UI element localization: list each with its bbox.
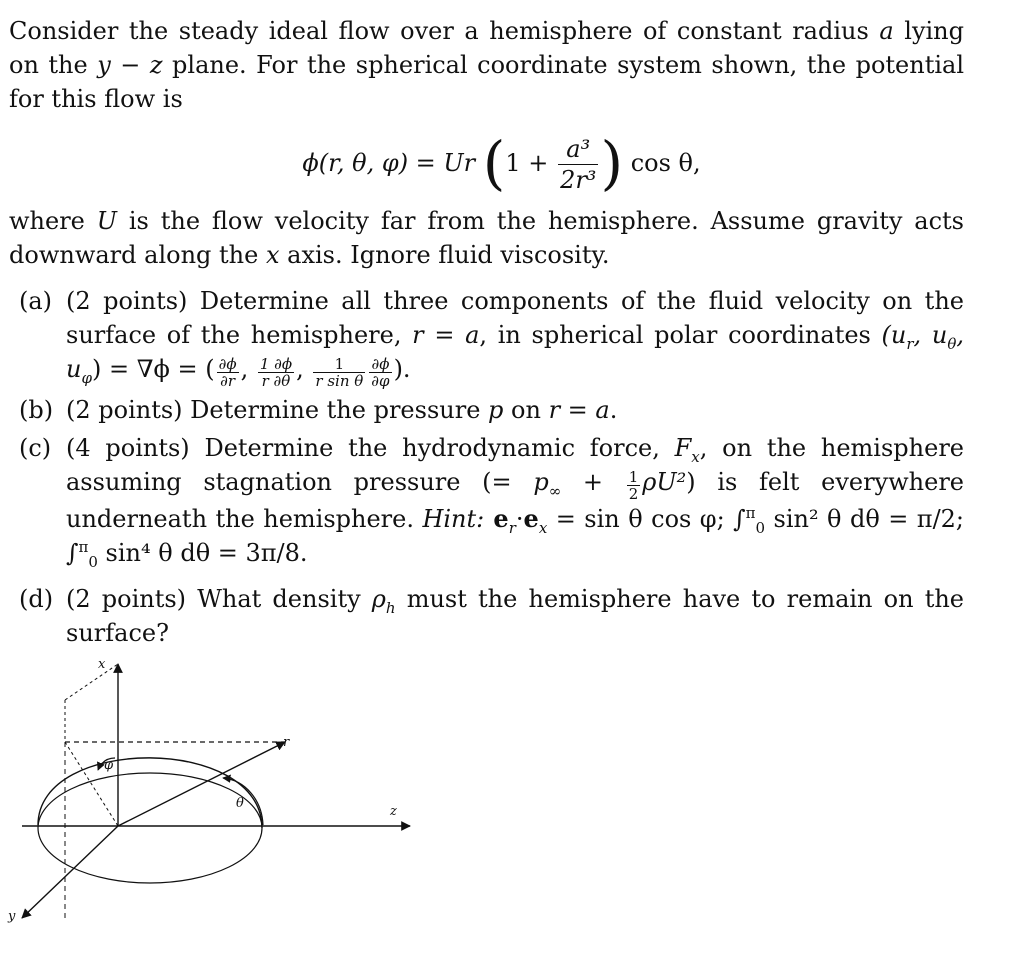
equation-rhs: cos θ, [630,149,701,177]
part-d [9,582,964,650]
equation-numerator: a³ [558,134,598,165]
var-p-inf: p [533,468,549,496]
half-den: 2 [628,485,639,503]
frac-dphi-dphi [369,356,391,389]
integral-2-body: sin⁴ θ dθ = 3π/8. [97,539,308,567]
hint-label: Hint: [422,505,485,533]
part-a-sub-r: r [906,334,914,353]
part-c: (c) (4 points) Determine the hydrodynamic force, $F_x$, on the hemisphere assuming stagnation pressure (= $p_\infty$ + $\frac{1}{2}$ ρU²) is felt everywhere underneath the hemisphere. Hint: $e_r\cdot e_x = \sin \theta$ cos φ; ∫$^\pi_0$ sin² θ dθ = π/2; ∫$^\pi_0$ sin⁴ θ dθ = 3π/8. [9,431,964,570]
frac1-den: ∂r [220,372,236,390]
var-rho: ρ [371,585,386,613]
int1-lower: 0 [755,518,766,537]
frac4-num: ∂ϕ [369,356,391,373]
unit-e: e [484,504,509,533]
var-F: F [674,434,692,462]
frac3-den: r sin θ [315,372,364,390]
var-F-sub: x [691,447,700,466]
x-axis-label: x [98,657,106,672]
y-axis-label: y [8,909,16,924]
frac1-num: ∂ϕ [218,355,237,373]
problem-text [9,14,964,650]
plus-sign: + [561,468,625,496]
part-c-label: (c) [19,434,52,462]
part-a-sub-theta: θ [947,334,957,353]
intro-text-3: plane. For the spherical coordinate system shown, the potential for this flow is [9,51,965,113]
part-a-close: ). [393,355,411,383]
integral-1-body: sin² θ dθ = π/2; [765,505,965,533]
frac-dphi-dr [217,356,239,389]
part-b-text-1: Determine the pressure [190,396,489,424]
equation-one-plus: 1 + [505,149,549,177]
frac-dphi-dtheta [258,356,294,389]
integral-sign-2: ∫ [66,539,79,567]
intro-paragraph [9,14,964,116]
hint-eq-1: = sin θ cos φ; [547,505,734,533]
part-c-text-1: Determine the hydrodynamic force, [204,434,675,462]
context-paragraph [9,204,964,272]
part-c-points: (4 points) [66,434,190,462]
frac-inv-rsin [313,356,365,389]
part-a-text-1: Determine all three components of the fluid velocity on the surface of the hemisphere, [66,287,964,349]
part-d-points: (2 points) [66,585,187,613]
context-text-1: where [9,207,97,235]
r-label: r [283,735,290,750]
part-a-points: (2 points) [66,287,188,315]
part-d-text-2: must the hemisphere have to remain on the surface? [66,585,965,647]
theta-label: θ [236,796,244,811]
part-a-grad: = ∇ϕ = ( [108,355,215,383]
part-a-label: (a) [19,287,53,315]
right-paren: ) [600,129,624,197]
half-num: 1 [628,468,639,486]
dashed-diag-top [65,664,118,700]
base-ellipse [38,773,262,883]
part-b-end: . [609,396,618,424]
part-c-text-2: , on the hemisphere assuming stagnation pressure (= [66,434,964,496]
frac2-den: r ∂θ [261,372,291,390]
frac3-num: 1 [313,356,365,373]
int2-lower: 0 [88,552,98,571]
unit-e-sub-r: r [508,518,516,537]
frac2-num: 1 ∂ϕ [259,355,293,373]
unit-e-sub-x: x [538,518,548,537]
int2-upper: π [78,538,89,556]
var-rho-sub: h [385,598,396,617]
y-axis [22,826,118,918]
part-b [9,393,964,427]
equation-fraction [558,134,598,195]
intro-text-2: lying on the [9,17,964,79]
hemisphere-diagram [0,650,430,940]
equation-lhs: ϕ(r, θ, φ) = Ur [302,149,476,177]
intro-text-1: Consider the steady ideal flow over a hemisphere of constant radius [9,17,880,45]
equation-denominator: 2r³ [560,166,597,194]
rho-U-sq: ρU² [642,468,687,496]
part-d-label: (d) [19,585,54,613]
part-d-text-1: What density [197,585,372,613]
part-a-condition: r = a [412,321,480,349]
var-x: x [265,241,280,269]
part-b-condition: r = a [548,396,610,424]
hemisphere-outline [38,758,262,828]
part-a-sub-phi: φ [81,368,92,387]
part-a-comp-open: (u [881,321,907,349]
left-paren: ( [482,129,506,197]
var-p: p [488,396,504,424]
part-c-text-3: ) is felt everywhere underneath the hemisphere. [66,468,964,533]
int1-upper: π [745,504,756,522]
plane-label: y − z [97,51,163,79]
context-text-2: is the flow velocity far from the hemisphere. Assume gravity acts downward along the [9,207,964,269]
context-text-3: axis. Ignore fluid viscosity. [279,241,610,269]
part-a-text-2: , in spherical polar coordinates [479,321,882,349]
integral-sign-1: ∫ [733,505,746,533]
dashed-proj [65,742,118,826]
part-b-label: (b) [19,396,54,424]
frac4-den: ∂φ [371,372,390,390]
z-axis-label: z [390,804,397,819]
var-p-inf-sub: ∞ [548,481,562,500]
part-a: (a) (2 points) Determine all three components of the fluid velocity on the surface of the hemisphere, r = a, in spherical polar coordinates ($u_r$, $u_\theta$, $u_\varphi) = \nabla\phi$ = ( $\frac{\partial\phi}{\partial r}$ , $\frac{1 \partial\phi}{r \partial\theta}$ , $\frac{1}{\text{r sin θ}}$ $\frac{\partial\phi}{\partial\varphi}$ ). [9,284,964,389]
var-a: a [879,17,894,45]
part-b-text-2: on [503,396,549,424]
var-U: U [96,207,117,235]
phi-label: φ [104,758,114,773]
part-b-points: (2 points) [66,396,183,424]
frac-half [627,469,641,502]
potential-equation [9,126,964,200]
